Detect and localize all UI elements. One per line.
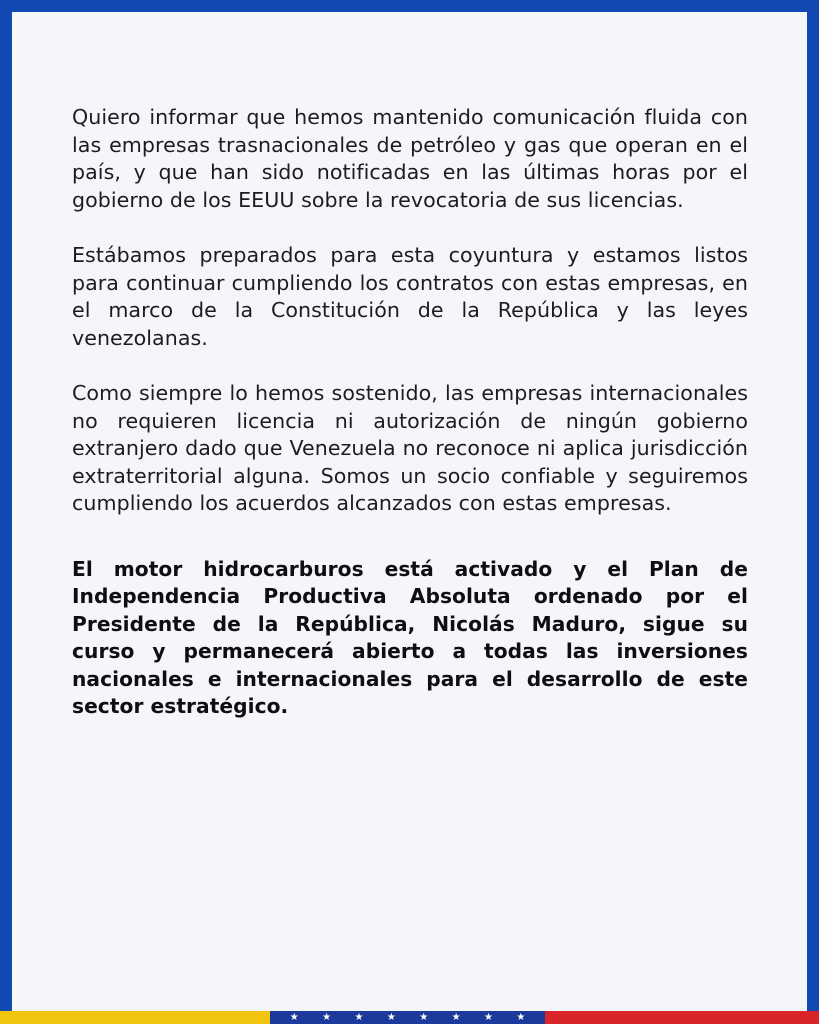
flag-yellow-band	[0, 1011, 270, 1024]
frame-left-border	[0, 0, 12, 1011]
paragraph-3: Como siempre lo hemos sostenido, las empresas internacionales no requieren licencia ni autorización de ningún gobierno extranjero dado que Venezuela no reconoce ni aplica jurisdicción extraterritorial alguna. Somos un socio confiable y seguiremos cumpliendo los acuerdos alcanzados con estas empresas.	[72, 381, 748, 515]
frame-top-border	[0, 0, 819, 12]
star-icon: ★	[386, 1012, 396, 1023]
statement-card	[12, 12, 807, 1011]
star-icon: ★	[516, 1012, 526, 1023]
flag-red-band	[545, 1011, 819, 1024]
star-icon: ★	[483, 1012, 493, 1023]
star-icon: ★	[419, 1012, 429, 1023]
star-icon: ★	[354, 1012, 364, 1023]
frame-right-border	[807, 0, 819, 1011]
paragraph-1: Quiero informar que hemos mantenido comunicación fluida con las empresas trasnacionales de petróleo y gas que operan en el país, y que han sido notificadas en las últimas horas por el gobierno de los EEUU sobre la revocatoria de sus licencias.	[72, 105, 748, 212]
star-icon: ★	[289, 1012, 299, 1023]
star-icon: ★	[322, 1012, 332, 1023]
statement-text	[72, 104, 748, 749]
paragraph-2: Estábamos preparados para esta coyuntura y estamos listos para continuar cumpliendo los contratos con estas empresas, en el marco de la Constitución de la República y las leyes venezolanas.	[72, 243, 748, 350]
star-icon: ★	[451, 1012, 461, 1023]
closing-paragraph: El motor hidrocarburos está activado y el Plan de Independencia Productiva Absoluta ordenado por el Presidente de la República, Nicolás Maduro, sigue su curso y permanecerá abierto a todas las inversiones nacionales e internacionales para el desarrollo de este sector estratégico.	[72, 556, 748, 718]
venezuela-flag-stripe	[0, 1011, 819, 1024]
flag-blue-band	[270, 1011, 545, 1024]
